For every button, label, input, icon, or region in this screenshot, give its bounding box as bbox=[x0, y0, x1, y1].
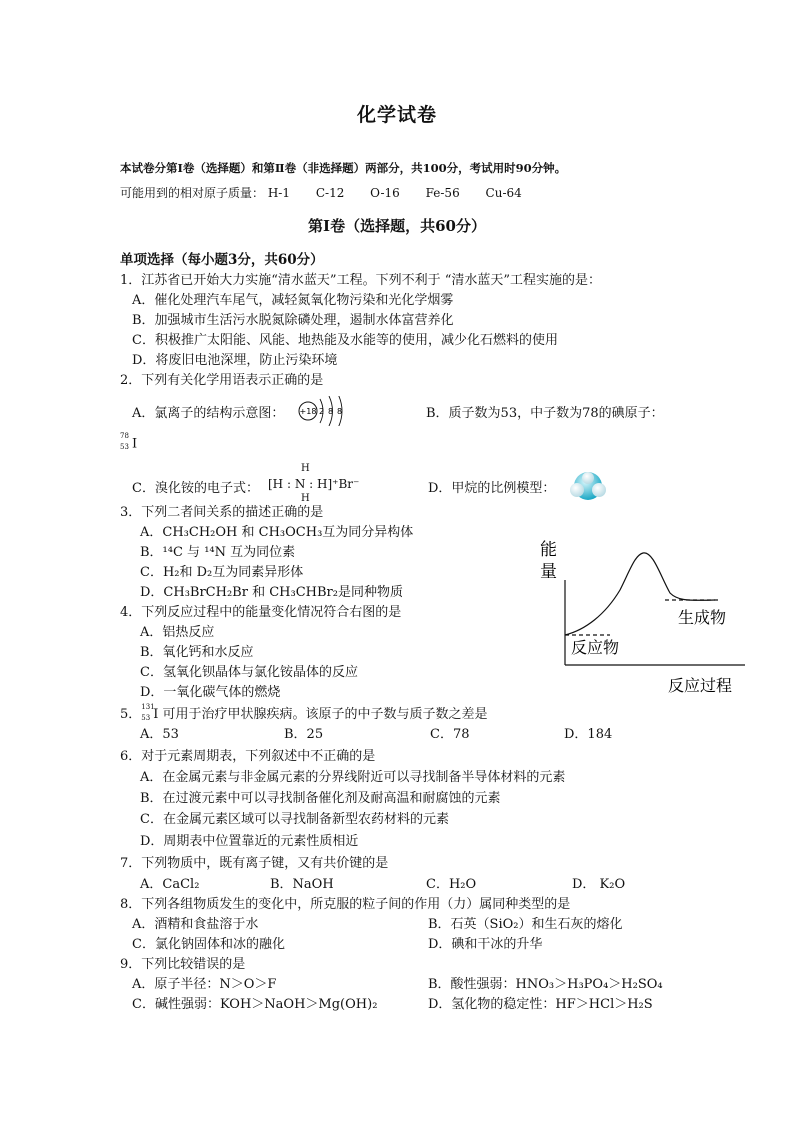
q1-option-d: D．将废旧电池深埋，防止污染环境 bbox=[132, 353, 338, 368]
q3-option-a: A．CH₃CH₂OH 和 CH₃OCH₃互为同分异构体 bbox=[140, 525, 414, 540]
q2-option-a: A．氯离子的结构示意图： bbox=[132, 406, 285, 421]
q7-option-a: A．CaCl₂ bbox=[140, 877, 200, 892]
energy-profile-diagram bbox=[535, 535, 750, 700]
q3-option-b: B．¹⁴C 与 ¹⁴N 互为同位素 bbox=[140, 545, 296, 560]
q9-option-d: D．氢化物的稳定性：HF＞HCl＞H₂S bbox=[428, 997, 653, 1012]
q8-option-c: C．氯化钠固体和冰的融化 bbox=[132, 937, 285, 952]
iodine-atomic-number: 53 bbox=[120, 443, 129, 451]
q5-prefix: 5． bbox=[120, 707, 142, 722]
mass-fe: Fe-56 bbox=[425, 186, 460, 200]
q7-option-b: B．NaOH bbox=[270, 877, 334, 892]
q4-option-c: C．氢氧化钡晶体与氯化铵晶体的反应 bbox=[140, 665, 358, 680]
reactant-label: 反应物 bbox=[571, 638, 620, 657]
mass-h: H-1 bbox=[267, 186, 290, 200]
q2-stem: 2．下列有关化学用语表示正确的是 bbox=[120, 373, 324, 388]
q5-option-a: A．53 bbox=[140, 727, 179, 742]
part-one-heading: 第Ⅰ卷（选择题，共60分） bbox=[308, 217, 486, 235]
q1-stem: 1．江苏省已开始大力实施“清水蓝天”工程。下列不利于 “清水蓝天”工程实施的是： bbox=[120, 273, 601, 288]
ammonium-bromide-formula: [H : N : H]⁺Br⁻ bbox=[268, 477, 360, 491]
ammonium-bottom-h: H bbox=[301, 493, 310, 504]
mass-cu: Cu-64 bbox=[485, 186, 522, 200]
q8-option-b: B．石英（SiO₂）和生石灰的熔化 bbox=[428, 917, 623, 932]
q3-option-c: C．H₂和 D₂互为同素异形体 bbox=[140, 565, 304, 580]
atomic-masses bbox=[120, 184, 522, 201]
atomic-masses-label: 可能用到的相对原子质量： bbox=[120, 186, 265, 200]
q4-stem: 4．下列反应过程中的能量变化情况符合右图的是 bbox=[120, 605, 402, 620]
q4-option-b: B．氧化钙和水反应 bbox=[140, 645, 254, 660]
chloride-ion-diagram bbox=[296, 396, 352, 426]
q4-option-d: D．一氧化碳气体的燃烧 bbox=[140, 685, 281, 700]
exam-intro: 本试卷分第Ⅰ卷（选择题）和第Ⅱ卷（非选择题）两部分，共100分，考试用时90分钟。 bbox=[120, 161, 567, 175]
q1-option-c: C．积极推广太阳能、风能、地热能及水能等的使用，减少化石燃料的使用 bbox=[132, 333, 558, 348]
methane-model-image bbox=[566, 468, 610, 504]
q9-option-c: C．碱性强弱：KOH＞NaOH＞Mg(OH)₂ bbox=[132, 997, 378, 1012]
shell-2-electrons: 8 bbox=[328, 407, 334, 416]
q6-option-c: C．在金属元素区域可以寻找制备新型农药材料的元素 bbox=[140, 812, 449, 827]
q5-option-c: C．78 bbox=[430, 727, 470, 742]
q5-stem bbox=[120, 703, 488, 723]
q3-stem: 3．下列二者间关系的描述正确的是 bbox=[120, 505, 324, 520]
q8-option-a: A．酒精和食盐溶于水 bbox=[132, 917, 259, 932]
q2-option-b: B．质子数为53，中子数为78的碘原子： bbox=[426, 406, 664, 421]
q6-stem: 6．对于元素周期表，下列叙述中不正确的是 bbox=[120, 749, 376, 764]
q7-option-d: D． K₂O bbox=[572, 877, 626, 892]
q5-option-d: D．184 bbox=[564, 727, 613, 742]
ammonium-top-h: H bbox=[301, 463, 310, 474]
mass-c: C-12 bbox=[315, 186, 345, 200]
y-axis-label-1: 能 bbox=[540, 540, 557, 560]
q5-atomic-number: 53 bbox=[141, 713, 151, 722]
q5-option-b: B．25 bbox=[284, 727, 324, 742]
x-axis-label: 反应过程 bbox=[668, 676, 733, 695]
q2-option-c: C．溴化铵的电子式： bbox=[132, 481, 259, 496]
q1-option-b: B．加强城市生活污水脱氮除磷处理，遏制水体富营养化 bbox=[132, 313, 454, 328]
nucleus-charge: +18 bbox=[299, 407, 317, 416]
q5-stem-text: I 可用于治疗甲状腺疾病。该原子的中子数与质子数之差是 bbox=[153, 707, 488, 722]
q7-option-c: C．H₂O bbox=[426, 877, 477, 892]
q9-option-a: A．原子半径：N＞O＞F bbox=[132, 977, 277, 992]
iodine-mass-number: 78 bbox=[120, 432, 129, 440]
iodine-symbol: I bbox=[132, 436, 138, 452]
q6-option-b: B．在过渡元素中可以寻找制备催化剂及耐高温和耐腐蚀的元素 bbox=[140, 791, 501, 806]
q7-stem: 7．下列物质中，既有离子键，又有共价键的是 bbox=[120, 856, 389, 871]
q8-stem: 8．下列各组物质发生的变化中，所克服的粒子间的作用（力）属同种类型的是 bbox=[120, 897, 571, 912]
section-heading: 单项选择（每小题3分，共60分） bbox=[120, 252, 324, 268]
shell-1-electrons: 2 bbox=[319, 407, 325, 416]
q4-option-a: A．铝热反应 bbox=[140, 625, 215, 640]
q6-option-d: D．周期表中位置靠近的元素性质相近 bbox=[140, 834, 359, 849]
q1-option-a: A．催化处理汽车尾气，减轻氮氧化物污染和光化学烟雾 bbox=[132, 293, 454, 308]
iodine-nuclide bbox=[120, 432, 138, 452]
q6-option-a: A．在金属元素与非金属元素的分界线附近可以寻找制备半导体材料的元素 bbox=[140, 770, 566, 785]
mass-o: O-16 bbox=[370, 186, 400, 200]
q9-option-b: B．酸性强弱：HNO₃＞H₃PO₄＞H₂SO₄ bbox=[428, 977, 663, 992]
q8-option-d: D．碘和干冰的升华 bbox=[428, 937, 543, 952]
shell-3-electrons: 8 bbox=[337, 407, 343, 416]
q3-option-d: D．CH₃BrCH₂Br 和 CH₃CHBr₂是同种物质 bbox=[140, 585, 403, 600]
q2-option-d: D．甲烷的比例模型： bbox=[428, 481, 556, 496]
y-axis-label-2: 量 bbox=[540, 562, 557, 582]
page-title: 化学试卷 bbox=[356, 104, 437, 126]
q9-stem: 9．下列比较错误的是 bbox=[120, 957, 246, 972]
product-label: 生成物 bbox=[678, 608, 727, 627]
q5-mass-number: 131 bbox=[141, 702, 155, 711]
